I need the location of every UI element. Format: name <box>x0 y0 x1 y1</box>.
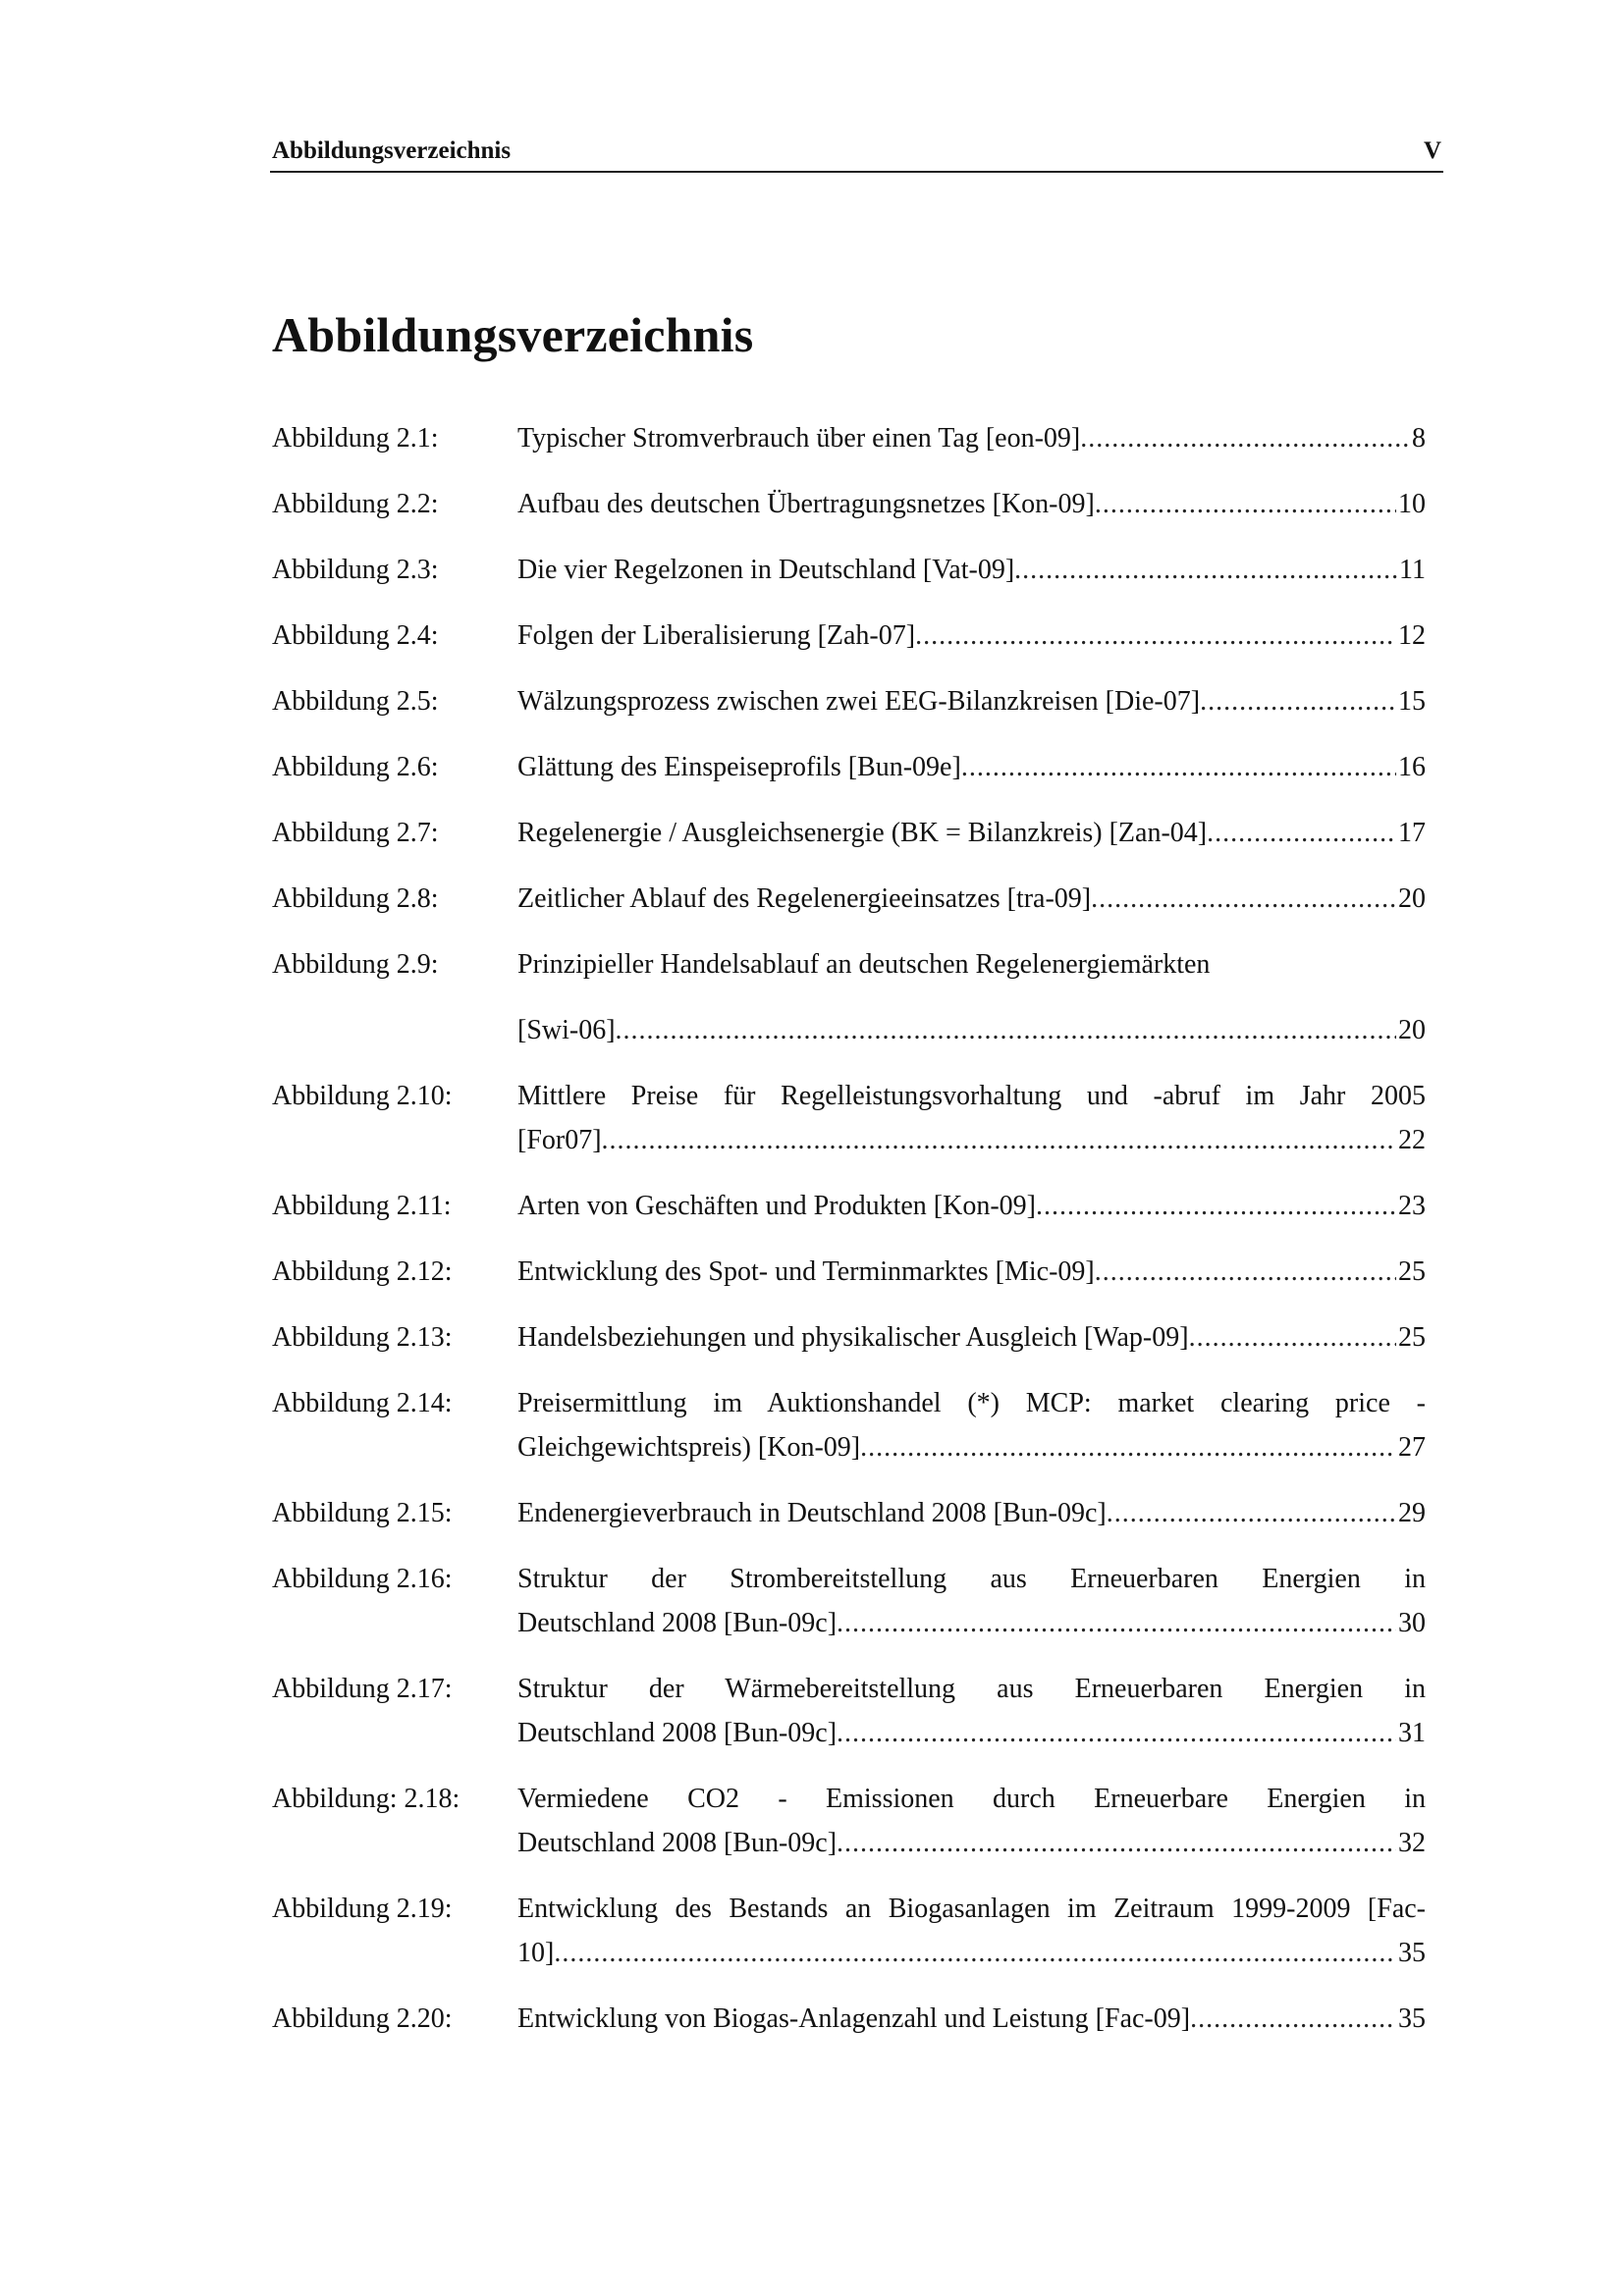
list-item[interactable] <box>272 1491 1426 1535</box>
figure-label: Abbildung 2.19: <box>272 1894 453 1924</box>
figure-label: Abbildung 2.13: <box>272 1322 453 1353</box>
figure-label: Abbildung 2.2: <box>272 489 439 519</box>
figure-caption: Typischer Stromverbrauch über einen Tag [eon-09] <box>517 423 1081 454</box>
figure-label: Abbildung 2.14: <box>272 1388 453 1418</box>
figure-caption-line: Entwicklung des Bestands an Biogasanlagen im Zeitraum 1999-2009 [Fac- <box>517 1894 1426 1924</box>
list-item[interactable] <box>272 1074 1426 1162</box>
figure-caption: Zeitlicher Ablauf des Regelenergieeinsatzes [tra-09] <box>517 883 1092 914</box>
figure-label: Abbildung 2.16: <box>272 1564 453 1594</box>
page-number: 31 <box>1398 1718 1426 1748</box>
leader-dots <box>1095 1250 1396 1294</box>
page-number: 29 <box>1398 1498 1426 1528</box>
leader-dots <box>554 1931 1396 1975</box>
figure-caption: Aufbau des deutschen Übertragungsnetzes [Kon-09] <box>517 489 1095 519</box>
figure-caption-line: Vermiedene CO2 - Emissionen durch Erneuerbare Energien in <box>517 1784 1426 1814</box>
page-number: 10 <box>1398 489 1426 519</box>
page-number: 25 <box>1398 1322 1426 1353</box>
list-item[interactable] <box>272 942 1426 1052</box>
page-number: 15 <box>1398 686 1426 717</box>
figure-caption: Arten von Geschäften und Produkten [Kon-09] <box>517 1191 1036 1221</box>
figure-caption: 10] <box>517 1938 555 1968</box>
figure-label: Abbildung 2.7: <box>272 818 439 848</box>
page-number: 16 <box>1398 752 1426 782</box>
leader-dots <box>1091 877 1396 921</box>
page-number: 20 <box>1398 883 1426 914</box>
figure-caption: Deutschland 2008 [Bun-09c] <box>517 1608 838 1638</box>
leader-dots <box>837 1821 1396 1865</box>
leader-dots <box>860 1425 1396 1469</box>
page-number: 12 <box>1398 620 1426 651</box>
running-header <box>270 135 1443 173</box>
page-number: 8 <box>1412 423 1426 454</box>
list-item[interactable] <box>272 745 1426 789</box>
header-section-title: Abbildungsverzeichnis <box>272 137 512 164</box>
figure-caption-line: Struktur der Wärmebereitstellung aus Erneuerbaren Energien in <box>517 1674 1426 1704</box>
page-number: 32 <box>1398 1828 1426 1858</box>
figure-caption: [Swi-06] <box>517 1015 616 1045</box>
figure-label: Abbildung 2.3: <box>272 555 439 585</box>
figure-caption-line: Prinzipieller Handelsablauf an deutschen Regelenergiemärkten <box>517 949 1211 980</box>
figure-label: Abbildung 2.6: <box>272 752 439 782</box>
leader-dots <box>602 1118 1396 1162</box>
list-item[interactable] <box>272 1777 1426 1865</box>
figure-caption-line: Mittlere Preise für Regelleistungsvorhaltung und -abruf im Jahr 2005 <box>517 1081 1426 1111</box>
figure-label: Abbildung 2.12: <box>272 1256 453 1287</box>
figure-label: Abbildung 2.20: <box>272 2003 453 2034</box>
figure-caption: Wälzungsprozess zwischen zwei EEG-Bilanzkreisen [Die-07] <box>517 686 1201 717</box>
leader-dots <box>1189 1315 1396 1360</box>
figure-caption: Regelenergie / Ausgleichsenergie (BK = Bilanzkreis) [Zan-04] <box>517 818 1208 848</box>
figure-label: Abbildung 2.10: <box>272 1081 453 1111</box>
list-item[interactable] <box>272 1250 1426 1294</box>
figure-label: Abbildung 2.11: <box>272 1191 452 1221</box>
page-number: 30 <box>1398 1608 1426 1638</box>
figure-caption: Glättung des Einspeiseprofils [Bun-09e] <box>517 752 961 782</box>
figure-label: Abbildung 2.5: <box>272 686 439 717</box>
figure-caption: Entwicklung von Biogas-Anlagenzahl und Leistung [Fac-09] <box>517 2003 1191 2034</box>
list-item[interactable] <box>272 1381 1426 1469</box>
leader-dots <box>837 1601 1396 1645</box>
leader-dots <box>1200 679 1396 723</box>
page-number: 22 <box>1398 1125 1426 1155</box>
list-item[interactable] <box>272 1184 1426 1228</box>
figure-label: Abbildung: 2.18: <box>272 1784 460 1814</box>
leader-dots <box>837 1711 1396 1755</box>
figure-label: Abbildung 2.17: <box>272 1674 453 1704</box>
list-item[interactable] <box>272 548 1426 592</box>
list-item[interactable] <box>272 614 1426 658</box>
page-number: 27 <box>1398 1432 1426 1463</box>
page-number: 35 <box>1398 2003 1426 2034</box>
figure-caption-line: Struktur der Strombereitstellung aus Erneuerbaren Energien in <box>517 1564 1426 1594</box>
leader-dots <box>1014 548 1397 592</box>
page-number: 11 <box>1399 555 1426 585</box>
figure-caption: Gleichgewichtspreis) [Kon-09] <box>517 1432 861 1463</box>
figure-caption: Endenergieverbrauch in Deutschland 2008 [Bun-09c] <box>517 1498 1107 1528</box>
figure-label: Abbildung 2.1: <box>272 423 439 454</box>
figure-caption-line: Preisermittlung im Auktionshandel (*) MCP: market clearing price - <box>517 1388 1426 1418</box>
figure-label: Abbildung 2.4: <box>272 620 439 651</box>
page-number: 35 <box>1398 1938 1426 1968</box>
leader-dots <box>961 745 1396 789</box>
page-number: 23 <box>1398 1191 1426 1221</box>
figure-caption: Handelsbeziehungen und physikalischer Ausgleich [Wap-09] <box>517 1322 1189 1353</box>
list-item[interactable] <box>272 1887 1426 1975</box>
list-item[interactable] <box>272 811 1426 855</box>
leader-dots <box>616 1008 1396 1052</box>
leader-dots <box>1095 482 1396 526</box>
page-number: 20 <box>1398 1015 1426 1045</box>
list-item[interactable] <box>272 416 1426 460</box>
leader-dots <box>1036 1184 1396 1228</box>
figure-caption: [For07] <box>517 1125 602 1155</box>
list-item[interactable] <box>272 482 1426 526</box>
list-item[interactable] <box>272 1667 1426 1755</box>
figure-caption: Deutschland 2008 [Bun-09c] <box>517 1828 838 1858</box>
figure-label: Abbildung 2.8: <box>272 883 439 914</box>
figure-label: Abbildung 2.15: <box>272 1498 453 1528</box>
list-item[interactable] <box>272 1557 1426 1645</box>
list-item[interactable] <box>272 679 1426 723</box>
header-page-number: V <box>1423 137 1441 164</box>
figure-label: Abbildung 2.9: <box>272 949 439 980</box>
list-item[interactable] <box>272 1315 1426 1360</box>
figure-caption: Die vier Regelzonen in Deutschland [Vat-09] <box>517 555 1015 585</box>
page-title: Abbildungsverzeichnis <box>272 307 754 362</box>
leader-dots <box>1190 1997 1396 2041</box>
leader-dots <box>1107 1491 1396 1535</box>
figure-list <box>272 416 1426 2041</box>
leader-dots <box>1080 416 1410 460</box>
leader-dots <box>1207 811 1396 855</box>
list-item[interactable] <box>272 877 1426 921</box>
page-number: 25 <box>1398 1256 1426 1287</box>
page-number: 17 <box>1398 818 1426 848</box>
figure-caption: Folgen der Liberalisierung [Zah-07] <box>517 620 916 651</box>
figure-caption: Deutschland 2008 [Bun-09c] <box>517 1718 838 1748</box>
leader-dots <box>915 614 1396 658</box>
figure-caption: Entwicklung des Spot- und Terminmarktes [Mic-09] <box>517 1256 1095 1287</box>
list-item[interactable] <box>272 1997 1426 2041</box>
